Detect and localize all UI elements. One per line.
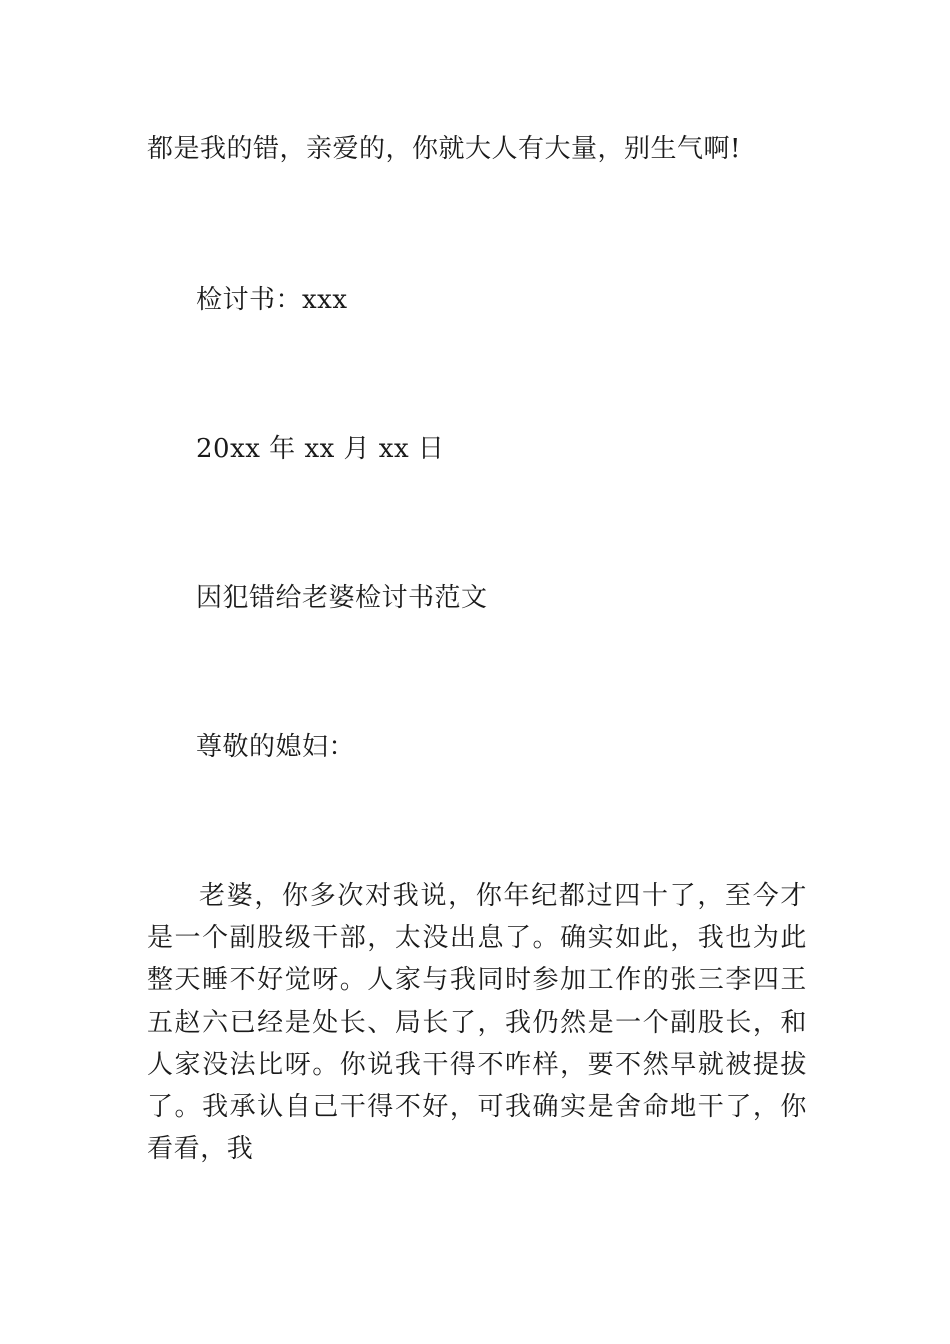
date-line: 20xx 年 xx 月 xx 日 bbox=[196, 434, 445, 464]
closing-line: 都是我的错，亲爱的，你就大人有大量，别生气啊! bbox=[147, 134, 741, 164]
document-title: 因犯错给老婆检讨书范文 bbox=[196, 583, 488, 613]
signature-line: 检讨书：xxx bbox=[196, 285, 348, 315]
salutation: 尊敬的媳妇： bbox=[196, 732, 356, 762]
body-paragraph: 老婆，你多次对我说，你年纪都过四十了，至今才是一个副股级干部，太没出息了。确实如此，我也为此整天睡不好觉呀。人家与我同时参加工作的张三李四王五赵六已经是处长、局长了，我仍然是一个副股长，和人家没法比呀。你说我干得不咋样，要不然早就被提拔了。我承认自己干得不好，可我确实是舍命地干了，你看看，我 bbox=[147, 881, 807, 1165]
